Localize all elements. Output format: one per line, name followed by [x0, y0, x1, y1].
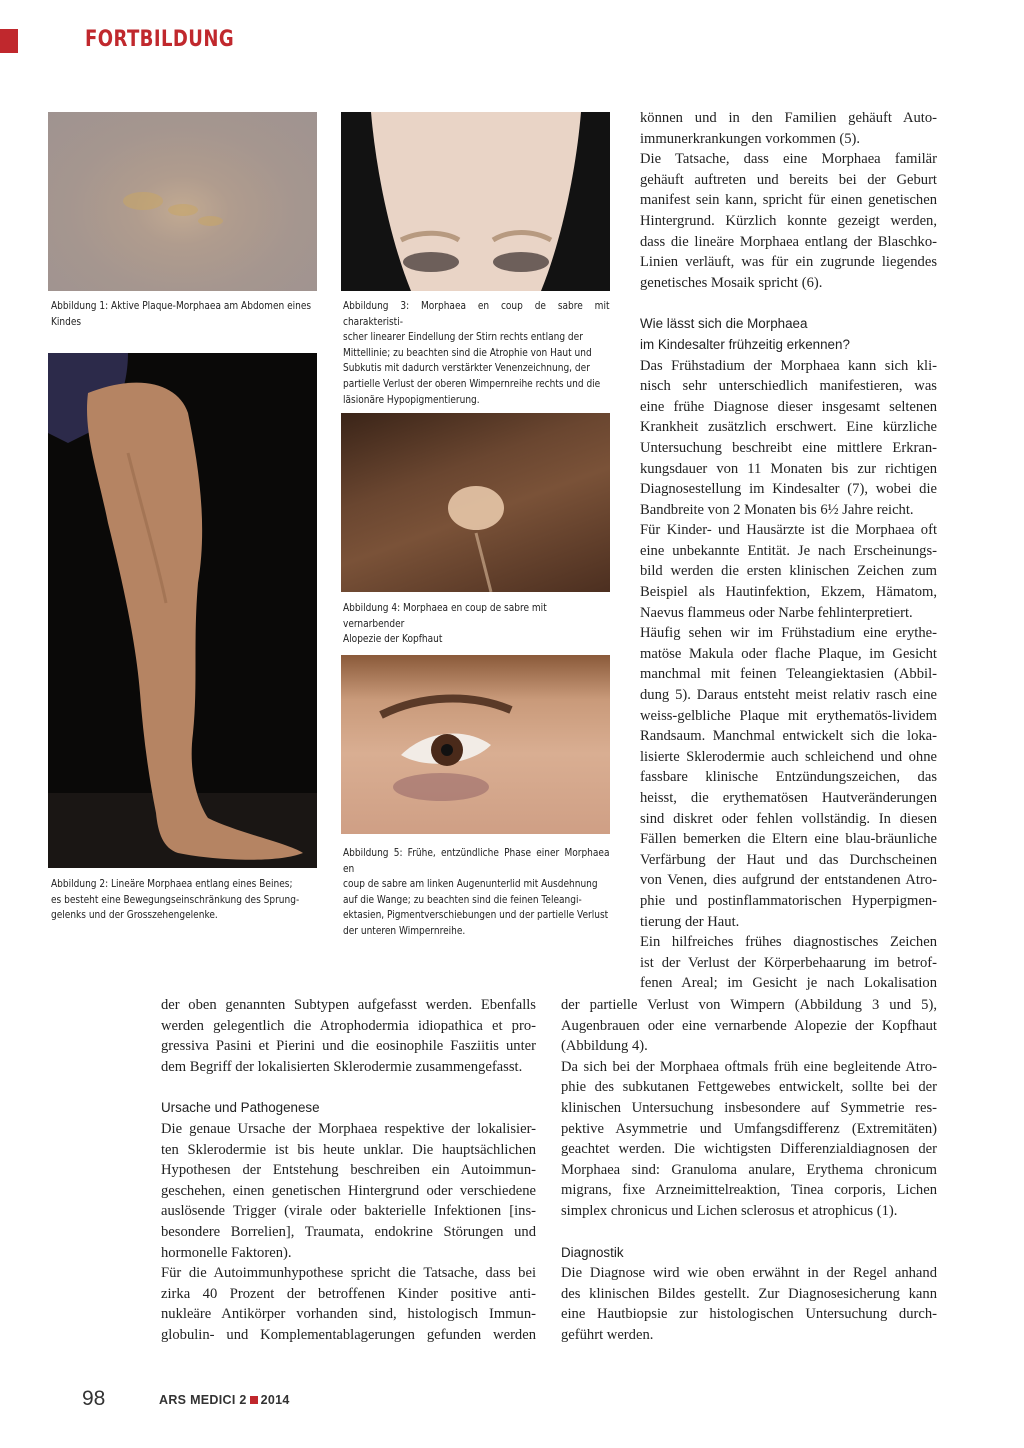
right-bottom-column: der partielle Verlust von Wimpern (Abbildung 3 und 5), Augenbrauen oder eine vernarbende Alopezie der Kopfhaut (Abbildung 4). Da sich bei der Morphaea oftmals früh eine begleitende Atro- phie des subkutanen Fettgewebes entwickelt, sollte bei der klinischen Untersuchung insbesondere auf Symmetrie res- pektive Asymmetrie und Umfangsdifferenz (Extremitäten) geachtet werden. Die wichtigsten Differenzialdiagnosen der Morphaea sind: Granuloma anulare, Erythema chronicum migrans, fixe Arzneimittelreaktion, Tinea corporis, Lichen simplex chronicus und Lichen sclerosus et atrophicus (1). Diagnostik Die Diagnose wird wie oben erwähnt in der Regel anhand des klinischen Bildes gestellt. Zur Diagnosesicherung kann eine Hautbiopsie zur histologischen Untersuchung durch- geführt werden.: [561, 997, 937, 1343]
figure-1-caption: Abbildung 1: Aktive Plaque-Morphaea am Abdomen eines Kindes: [51, 299, 312, 328]
figure-4-scalp-photo: [341, 413, 610, 592]
section-heading: im Kindesalter frühzeitig erkennen?: [640, 336, 850, 352]
paragraph: können und in den Familien gehäuft Auto-: [640, 110, 937, 126]
figure-1-abdomen-photo: [48, 112, 317, 291]
figure-5-eye-photo: [341, 655, 610, 834]
figure-5-caption: Abbildung 5: Frühe, entzündliche Phase einer Morphaea en coup de sabre am linken Augenunterlid mit Ausdehnung auf die Wange; zu beachten sind die feinen Teleangi- ektasien, Pigmentverschiebungen und der partielle Verlust der unteren Wimpernreihe.: [343, 846, 610, 937]
section-heading: Ursache und Pathogenese: [161, 1100, 320, 1116]
figure-4-caption: Abbildung 4: Morphaea en coup de sabre mit vernarbender Alopezie der Kopfhaut: [343, 601, 547, 646]
square-separator-icon: [250, 1396, 258, 1404]
figure-2-caption: Abbildung 2: Lineäre Morphaea entlang eines Beines; es besteht eine Bewegungseinschränkung des Sprung- gelenks und der Grosszehengelenke.: [51, 877, 300, 922]
left-bottom-column: der oben genannten Subtypen aufgefasst werden. Ebenfalls werden gelegentlich die Atrophodermia idiopathica et pro- gressiva Pasini et Pierini und die eosinophile Fasziitis unter dem Begriff der lokalisierten Sklerodermie zusammengefasst. Ursache und Pathogenese Die genaue Ursache der Morphaea respektive der lokalisier- ten Sklerodermie ist bis heute unklar. Die hauptsächlichen Hypothesen der Entstehung beschreiben ein Autoimmun- geschehen, einen genetischen Hintergrund oder verschiedene auslösende Trigger (virale oder bakterielle Infektionen [ins- besondere Borrelien], Traumata, endokrine Störungen und hormonelle Faktoren). Für die Autoimmunhypothese spricht die Tatsache, dass bei zirka 40 Prozent der betroffenen Kinder positive anti- nukleäre Antikörper vorhanden sind, histologisch Immun- globulin- und Komplementablagerungen gefunden werden: [161, 997, 536, 1343]
right-column: können und in den Familien gehäuft Auto- immunerkrankungen vorkommen (5). Die Tatsache, dass eine Morphaea familär gehäuft auftreten und bereits bei der Geburt manifest sein kann, spricht für einen genetischen Hintergrund. Kürzlich konnte gezeigt werden, dass die lineäre Morphaea entlang der Blaschko- Linien verläuft, was für ein zugrunde liegendes genetisches Mosaik spricht (6). Wie lässt sich die Morphaea im Kindesalter frühzeitig erkennen? Das Frühstadium der Morphaea kann sich kli- nisch sehr unterschiedlich manifestieren, was eine frühe Diagnose dieser insgesamt seltenen Krankheit zusätzlich erschwert. Eine kürzliche Untersuchung beschreibt eine mittlere Erkran- kungsdauer von 11 Monaten bis zur richtigen Diagnosestellung im Kindesalter (7), wobei die Bandbreite von 2 Monaten bis 6½ Jahre reicht. Für Kinder- und Hausärzte ist die Morphaea oft eine unbekannte Entität. Je nach Erscheinungs- bild werden die ersten klinischen Zeichen zum Beispiel als Hautinfektion, Ekzem, Hämatom, Naevus flammeus oder Narbe fehlinterpretiert. Häufig sehen wir im Frühstadium eine erythe- matöse Makula oder flache Plaque, im Gesicht manchmal mit feinen Teleangiektasien (Abbil- dung 5). Daraus entsteht meist relativ rasch eine weiss-gelbliche Plaque mit erythematös-lividem Randsaum. Manchmal entwickelt sich die loka- lisierte Sklerodermie auch schleichend und ohne fassbare klinische Entzündungszeichen, das heisst, die erythematösen Hautveränderungen sind diskret oder fehlen vollständig. In diesen Fällen bemerken die Eltern eine blau-bräunliche Verfärbung der Haut und das Durchscheinen von Venen, dies aufgrund der entstandenen Atro- phie und postinflammatorischen Hyperpigmen- tierung der Haut. Ein hilfreiches frühes diagnostisches Zeichen ist der Verlust der Körperbehaarung im betrof- fenen Areal; im Gesicht je nach Lokalisation: [640, 110, 937, 992]
paragraph: immunerkrankungen vorkommen (5).: [640, 130, 861, 147]
magazine-footer: [159, 1393, 290, 1407]
section-heading: Diagnostik: [561, 1244, 624, 1260]
magazine-year: 2014: [260, 1393, 290, 1407]
figure-3-forehead-photo: [341, 112, 610, 291]
magazine-name: ARS MEDICI 2: [159, 1393, 247, 1407]
section-title: FORTBILDUNG: [85, 27, 235, 52]
figure-3-caption: Abbildung 3: Morphaea en coup de sabre mit charakteristi- scher linearer Eindellung der Stirn rechts entlang der Mittellinie; zu beachten sind die Atrophie von Haut und Subkutis mit dadurch verstärkter Venenzeichnung, der partielle Verlust der oberen Wimpernreihe rechts und die läsionäre Hypopigmentierung.: [343, 299, 610, 406]
figure-2-leg-photo: [48, 353, 317, 868]
section-heading: Wie lässt sich die Morphaea: [640, 316, 808, 332]
page-number: 98: [82, 1387, 106, 1410]
section-marker: [0, 29, 18, 53]
